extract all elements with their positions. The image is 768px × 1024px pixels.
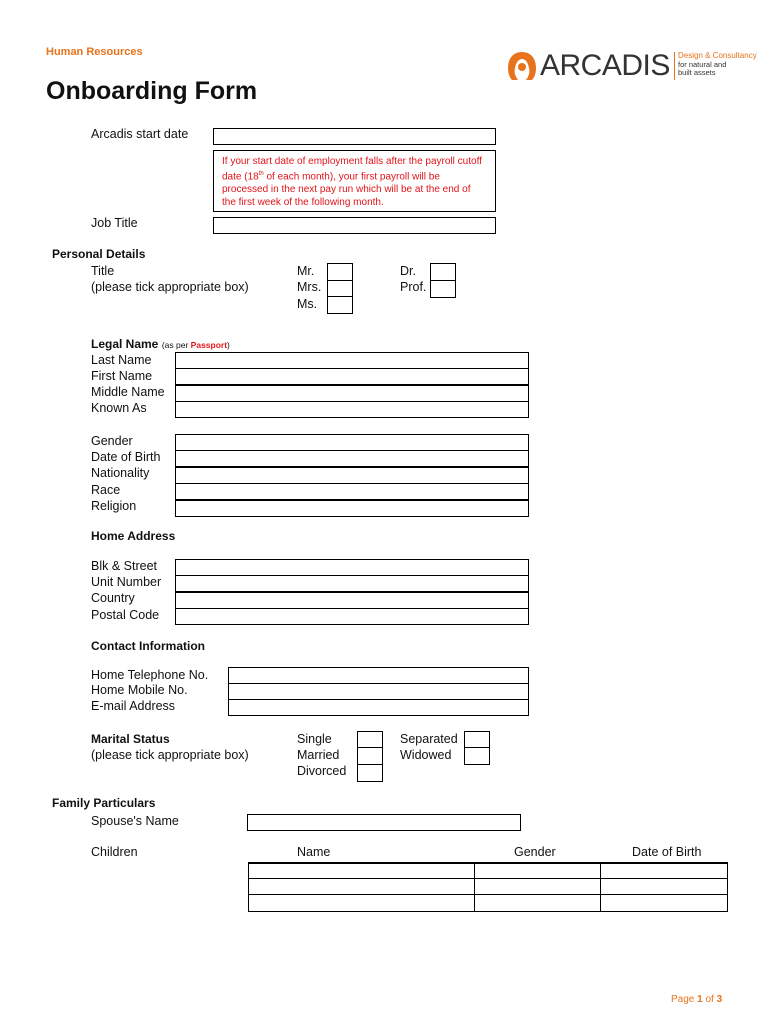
children-row-3-dob[interactable]	[600, 894, 728, 912]
home-telephone-field[interactable]	[228, 667, 529, 684]
home-mobile-label: Home Mobile No.	[91, 683, 188, 697]
children-col-gender: Gender	[514, 845, 556, 859]
blk-street-field[interactable]	[175, 559, 529, 576]
last-name-label: Last Name	[91, 353, 152, 367]
middle-name-label: Middle Name	[91, 385, 165, 399]
first-name-label: First Name	[91, 369, 153, 383]
middle-name-field[interactable]	[175, 385, 529, 402]
payroll-notice-text: If your start date of employment falls after the payroll cutoff date (18th of each month), your first payroll will be processed in the next pay run which will be at the end of the first week of the following month.	[222, 156, 482, 209]
children-label: Children	[91, 845, 138, 859]
known-as-label: Known As	[91, 401, 147, 415]
first-name-field[interactable]	[175, 368, 529, 385]
title-checkbox-prof[interactable]	[430, 280, 456, 298]
job-title-label: Job Title	[91, 216, 138, 230]
title-checkbox-dr[interactable]	[430, 263, 456, 281]
title-option-dr: Dr.	[400, 264, 416, 278]
logo-wordmark: ARCADIS	[540, 49, 670, 82]
logo-tagline-3: built assets	[678, 68, 716, 77]
country-label: Country	[91, 591, 135, 605]
religion-field[interactable]	[175, 500, 529, 517]
last-name-field[interactable]	[175, 352, 529, 369]
children-row-1-gender[interactable]	[474, 862, 601, 879]
dob-field[interactable]	[175, 450, 529, 467]
personal-details-heading: Personal Details	[52, 247, 146, 261]
marital-tick-hint: (please tick appropriate box)	[91, 748, 249, 762]
country-field[interactable]	[175, 592, 529, 609]
postal-code-label: Postal Code	[91, 608, 160, 622]
unit-number-label: Unit Number	[91, 575, 162, 589]
marital-option-widowed: Widowed	[400, 748, 452, 762]
title-option-prof: Prof.	[400, 280, 427, 294]
marital-option-married: Married	[297, 748, 340, 762]
children-row-2-name[interactable]	[248, 878, 475, 895]
page-number: Page 1 of 3	[671, 994, 723, 1005]
legal-name-note: (as per Passport)	[161, 340, 230, 350]
marital-option-divorced: Divorced	[297, 764, 347, 778]
home-address-heading: Home Address	[91, 529, 176, 543]
children-row-1-name[interactable]	[248, 862, 475, 879]
department-label: Human Resources	[46, 46, 143, 58]
marital-checkbox-divorced[interactable]	[357, 764, 383, 782]
spouse-name-field[interactable]	[247, 814, 521, 831]
gender-field[interactable]	[175, 434, 529, 451]
email-label: E-mail Address	[91, 699, 176, 713]
blk-street-label: Blk & Street	[91, 559, 157, 573]
marital-checkbox-widowed[interactable]	[464, 747, 490, 765]
religion-label: Religion	[91, 499, 137, 513]
contact-info-heading: Contact Information	[91, 639, 205, 653]
title-tick-hint: (please tick appropriate box)	[91, 280, 249, 294]
page-title: Onboarding Form	[46, 77, 258, 105]
home-mobile-field[interactable]	[228, 683, 529, 700]
children-row-1-dob[interactable]	[600, 862, 728, 879]
known-as-field[interactable]	[175, 401, 529, 418]
title-checkbox-ms[interactable]	[327, 296, 353, 314]
children-table	[248, 862, 728, 912]
logo-tagline-2: for natural and	[678, 60, 727, 69]
start-date-label: Arcadis start date	[91, 127, 189, 141]
arcadis-logo	[506, 48, 756, 84]
home-telephone-label: Home Telephone No.	[91, 668, 209, 682]
marital-status-heading: Marital Status	[91, 732, 170, 746]
children-row-2-gender[interactable]	[474, 878, 601, 895]
postal-code-field[interactable]	[175, 608, 529, 625]
title-checkbox-mr[interactable]	[327, 263, 353, 281]
marital-option-single: Single	[297, 732, 332, 746]
legal-name-heading: Legal Name (as per Passport)	[91, 337, 230, 351]
nationality-field[interactable]	[175, 467, 529, 484]
children-row-3-name[interactable]	[248, 894, 475, 912]
title-option-mr: Mr.	[297, 264, 315, 278]
job-title-field[interactable]	[213, 217, 496, 234]
logo-tagline-1: Design & Consultancy	[678, 51, 757, 60]
children-row-3-gender[interactable]	[474, 894, 601, 912]
children-col-name: Name	[297, 845, 331, 859]
title-label: Title	[91, 264, 115, 278]
logo-divider	[674, 52, 675, 80]
title-option-mrs: Mrs.	[297, 280, 322, 294]
race-field[interactable]	[175, 483, 529, 500]
marital-checkbox-married[interactable]	[357, 747, 383, 765]
dob-label: Date of Birth	[91, 450, 161, 464]
start-date-field[interactable]	[213, 128, 496, 145]
marital-option-separated: Separated	[400, 732, 458, 746]
race-label: Race	[91, 483, 121, 497]
unit-number-field[interactable]	[175, 575, 529, 592]
children-col-dob: Date of Birth	[632, 845, 702, 859]
gender-label: Gender	[91, 434, 133, 448]
family-particulars-heading: Family Particulars	[52, 796, 156, 810]
spouse-name-label: Spouse's Name	[91, 814, 179, 828]
nationality-label: Nationality	[91, 466, 150, 480]
title-option-ms: Ms.	[297, 297, 318, 311]
children-row-2-dob[interactable]	[600, 878, 728, 895]
arcadis-logo-icon	[506, 50, 538, 82]
payroll-notice	[213, 150, 496, 212]
email-field[interactable]	[228, 699, 529, 716]
